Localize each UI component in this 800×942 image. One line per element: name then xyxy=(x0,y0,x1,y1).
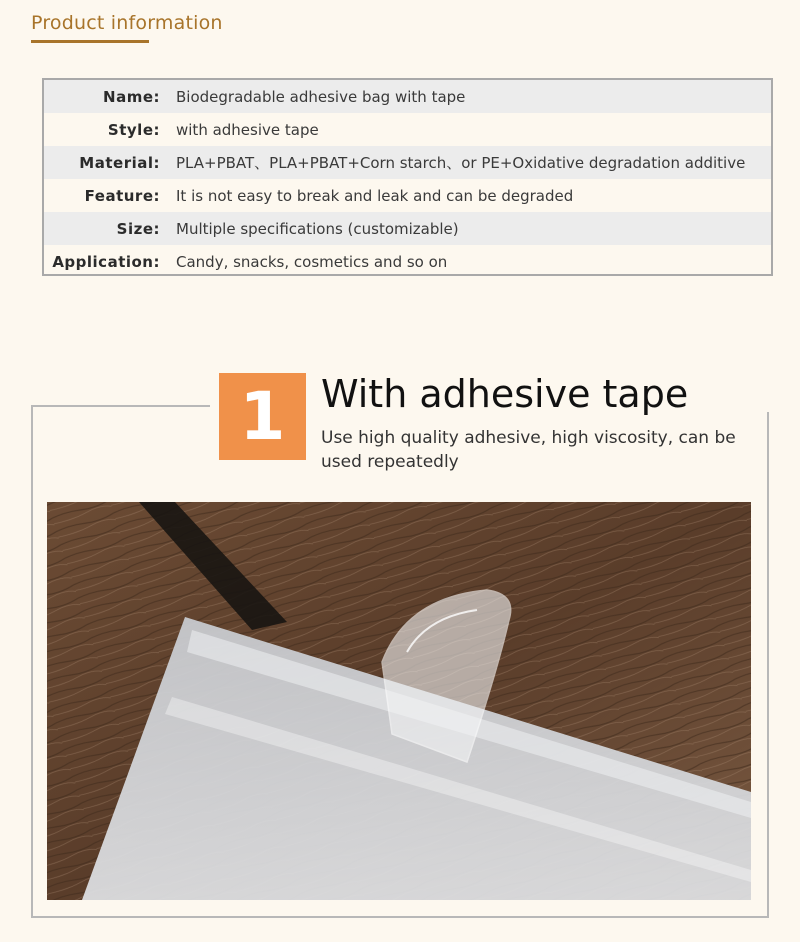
product-photo xyxy=(47,502,751,900)
row-label: Application: xyxy=(52,252,160,271)
row-value: It is not easy to break and leak and can be degraded xyxy=(176,186,574,205)
feature-number-badge: 1 xyxy=(219,373,306,460)
row-value: Multiple specifications (customizable) xyxy=(176,219,459,238)
feature-description: Use high quality adhesive, high viscosity, can be used repeatedly xyxy=(321,428,736,472)
row-value: Biodegradable adhesive bag with tape xyxy=(176,87,466,106)
feature-heading: With adhesive tape xyxy=(321,372,689,416)
table-row xyxy=(44,212,771,245)
table-row xyxy=(44,179,771,212)
row-label: Material: xyxy=(79,153,160,172)
table-row xyxy=(44,245,771,278)
table-row xyxy=(44,113,771,146)
product-info-table xyxy=(42,78,773,276)
section-title-underline xyxy=(31,40,149,43)
row-label: Size: xyxy=(116,219,160,238)
table-row xyxy=(44,146,771,179)
row-value: Candy, snacks, cosmetics and so on xyxy=(176,252,448,271)
row-value: PLA+PBAT、PLA+PBAT+Corn starch、or PE+Oxidative degradation additive xyxy=(176,154,746,172)
row-label: Feature: xyxy=(84,186,160,205)
row-label: Name: xyxy=(103,87,160,106)
row-label: Style: xyxy=(107,120,160,139)
section-title: Product information xyxy=(31,12,223,34)
row-value: with adhesive tape xyxy=(176,120,319,139)
table-row xyxy=(44,80,771,113)
